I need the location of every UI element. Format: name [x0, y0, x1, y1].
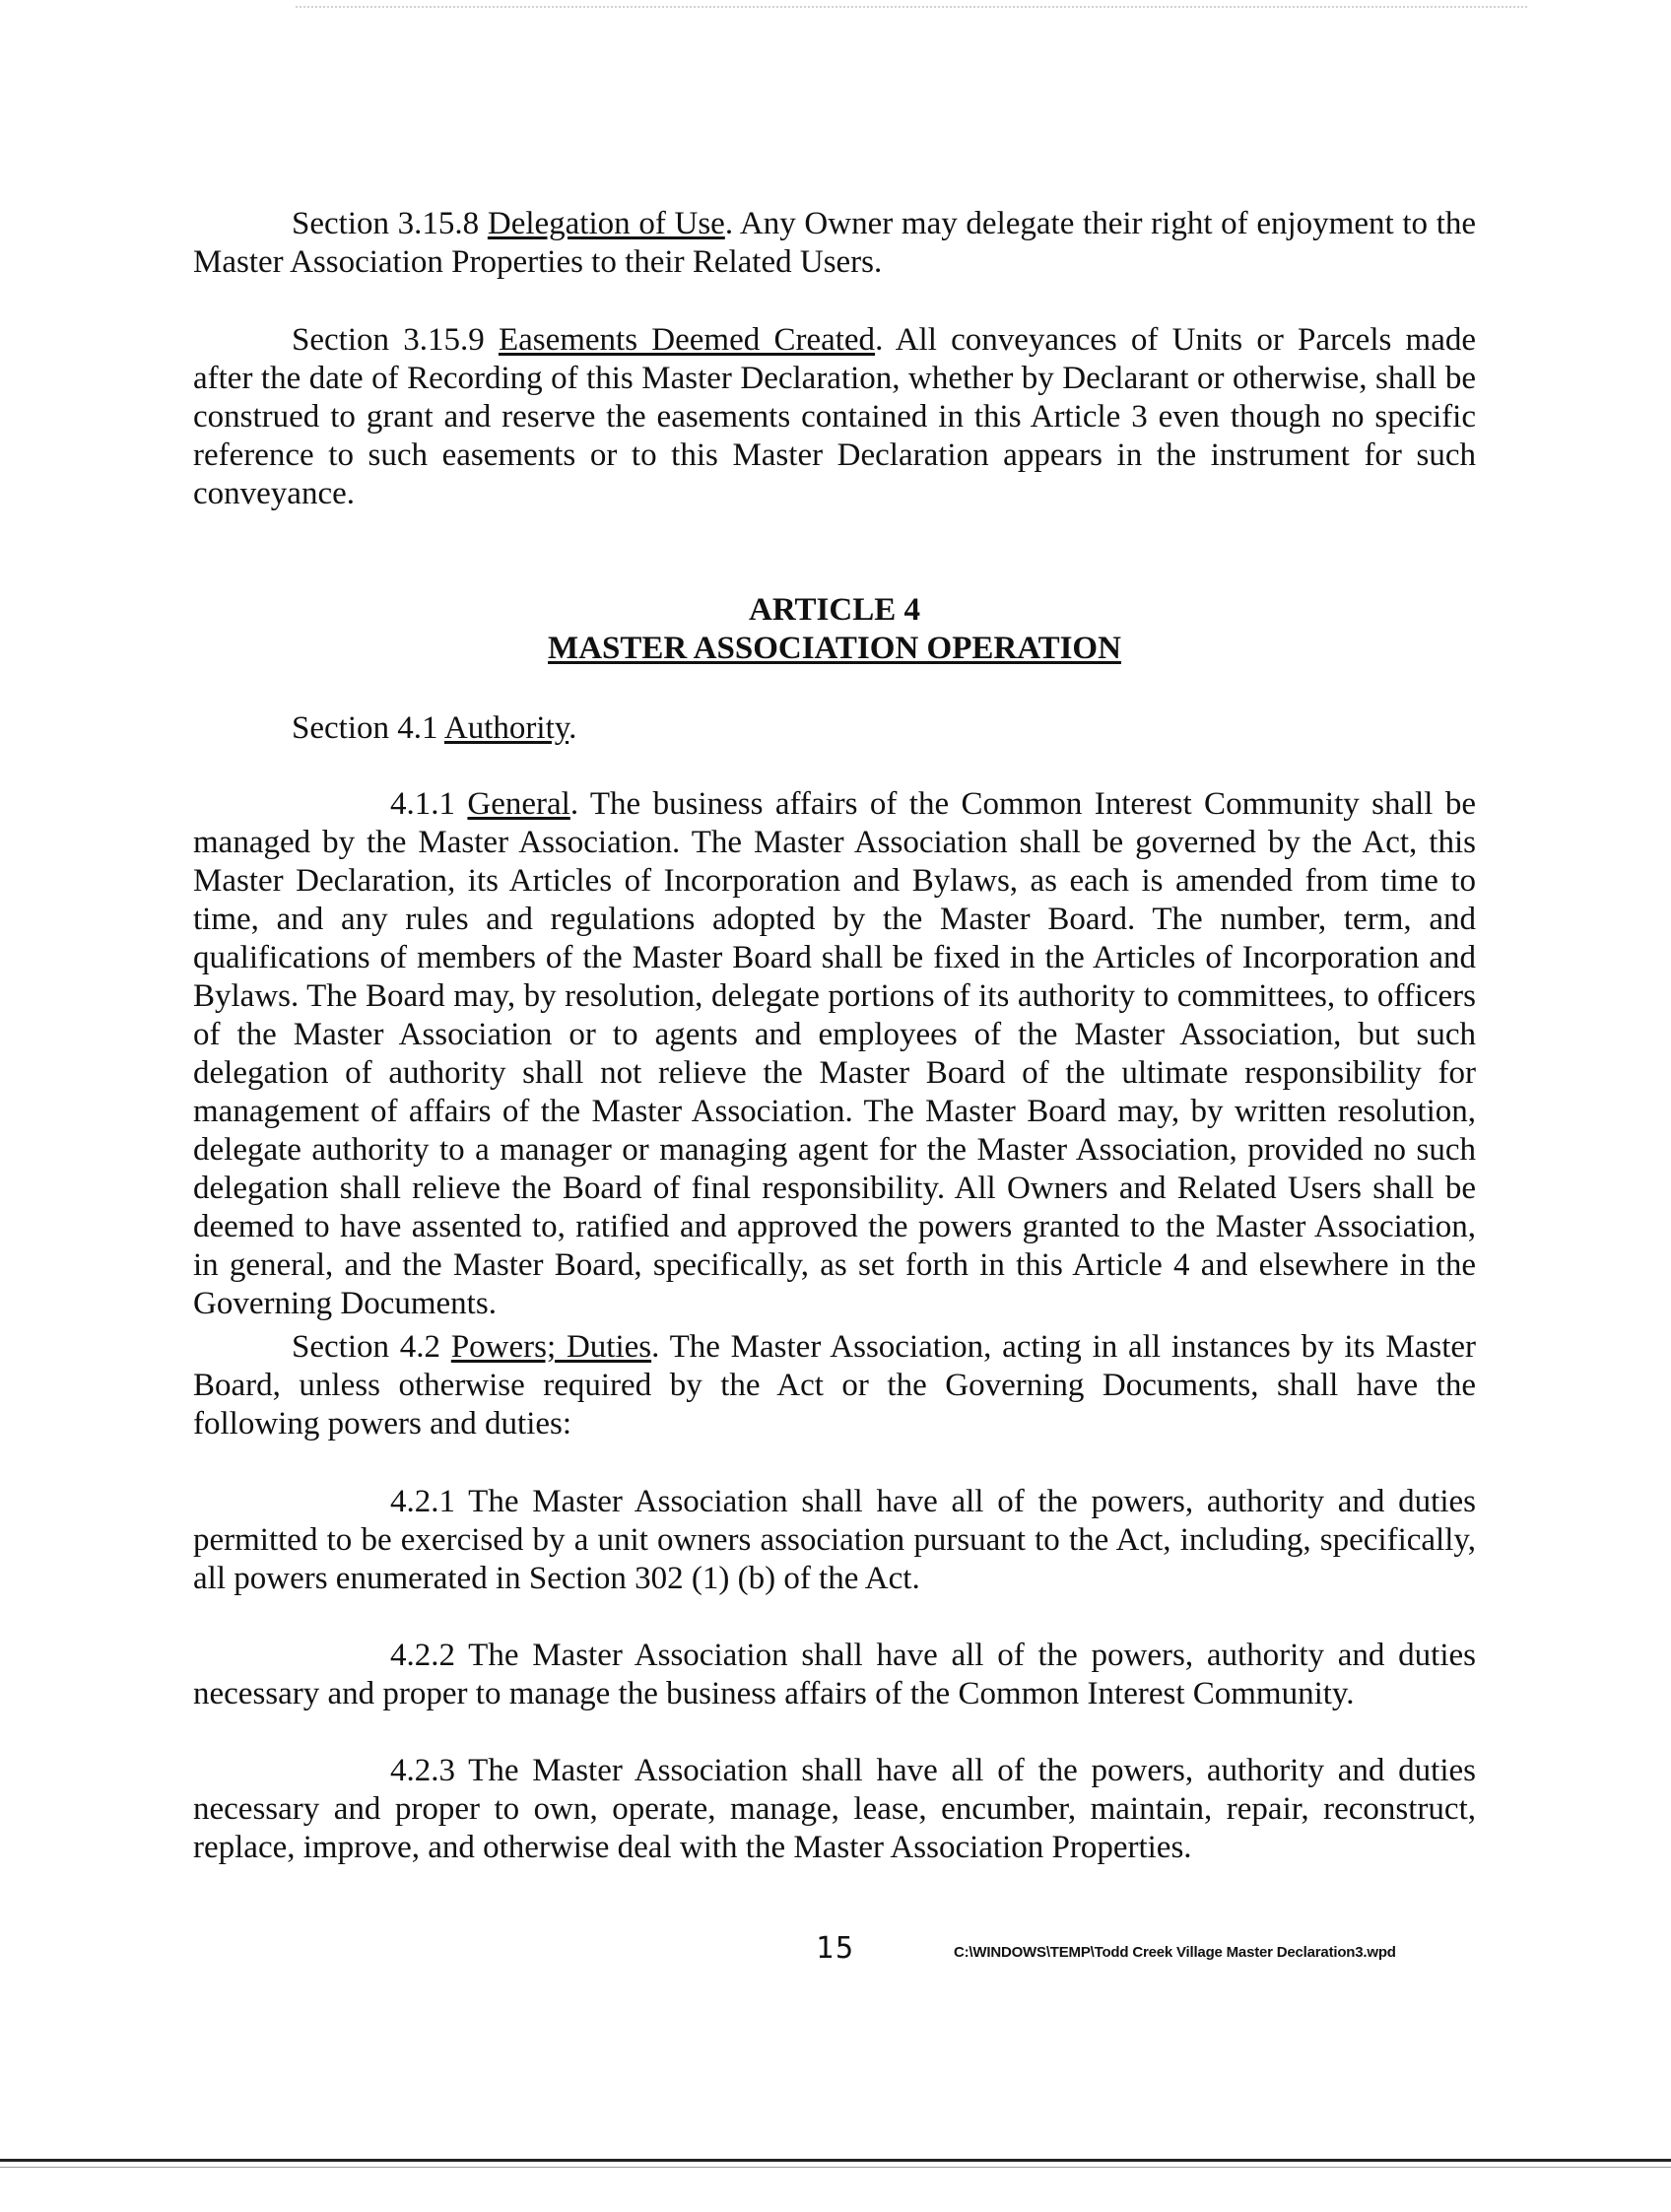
- section-4-2-1: 4.2.1 The Master Association shall have all of the powers, authority and duties permitted to be exercised by a unit owners association pursuant to the Act, including, specifically, all powers enumerated in Section 302 (1) (b) of the Act.: [193, 1484, 1476, 1596]
- section-3-15-8-body: . Any Owner may delegate their right of enjoyment to the Master Association Properties to their Related Users.: [193, 206, 1477, 280]
- section-4-1: [193, 709, 1476, 748]
- section-3-15-9-prefix: Section 3.15.9: [292, 322, 499, 358]
- section-3-15-8: [193, 205, 1476, 282]
- section-4-1-1-body: . The business affairs of the Common Interest Community shall be managed by the Master Association. The Master Association shall be governed by the Act, this Master Declaration, its Articles of Incorporation and Bylaws, as each is amended from time to time, and any rules and regulations adopted by the Master Board. The number, term, and qualifications of members of the Master Board shall be fixed in the Articles of Incorporation and Bylaws. The Board may, by resolution, delegate portions of its authority to committees, to officers of the Master Association or to agents and employees of the Master Association, but such delegation of authority shall not relieve the Master Board of the ultimate responsibility for management of affairs of the Master Association. The Master Board may, by written resolution, delegate authority to a manager or managing agent for the Master Association, provided no such delegation shall relieve the Board of final responsibility. All Owners and Related Users shall be deemed to have assented to, ratified and approved the powers granted to the Master Association, in general, and the Master Board, specifically, as set forth in this Article 4 and elsewhere in the Governing Documents.: [193, 786, 1477, 1321]
- section-4-2: [193, 1328, 1476, 1443]
- section-3-15-8-prefix: Section 3.15.8: [292, 206, 488, 241]
- section-3-15-9-body: . All conveyances of Units or Parcels made after the date of Recording of this Master Declaration, whether by Declarant or otherwise, shall be construed to grant and reserve the easements contained in this Article 3 even though no specific reference to such easements or to this Master Declaration appears in the instrument for such conveyance.: [193, 322, 1477, 511]
- section-4-2-prefix: Section 4.2: [292, 1329, 451, 1365]
- file-path: C:\WINDOWS\TEMP\Todd Creek Village Master Declaration3.wpd: [954, 1944, 1396, 1961]
- section-4-2-3: 4.2.3 The Master Association shall have all of the powers, authority and duties necessary and proper to own, operate, manage, lease, encumber, maintain, repair, reconstruct, replace, improve, and otherwise deal with the Master Association Properties.: [193, 1753, 1476, 1865]
- section-3-15-9-title: Easements Deemed Created: [498, 322, 876, 358]
- article-heading: [193, 591, 1476, 668]
- section-4-1-1-prefix: 4.1.1: [390, 786, 468, 822]
- section-4-2-title: Powers; Duties: [450, 1329, 652, 1365]
- section-4-2-2: 4.2.2 The Master Association shall have all of the powers, authority and duties necessary and proper to manage the business affairs of the Common Interest Community.: [193, 1638, 1476, 1711]
- section-4-1-1: [193, 785, 1476, 1323]
- section-4-1-1-title: General: [467, 786, 570, 822]
- bottom-rule: [0, 2159, 1671, 2162]
- section-4-2-body: . The Master Association, acting in all instances by its Master Board, unless otherwise required by the Act or the Governing Documents, shall have the following powers and duties:: [193, 1329, 1476, 1441]
- article-title: MASTER ASSOCIATION OPERATION: [548, 631, 1121, 666]
- section-4-1-prefix: Section 4.1: [292, 710, 444, 746]
- article-number: ARTICLE 4: [749, 592, 920, 628]
- section-3-15-8-title: Delegation of Use: [487, 206, 725, 241]
- section-3-15-9: [193, 321, 1476, 513]
- bottom-rule-thin: [0, 2167, 1671, 2168]
- scan-artifact: [296, 6, 1527, 11]
- page-number: 15: [816, 1931, 856, 1966]
- section-4-1-title: Authority: [443, 710, 569, 746]
- section-4-1-suffix: .: [568, 710, 577, 746]
